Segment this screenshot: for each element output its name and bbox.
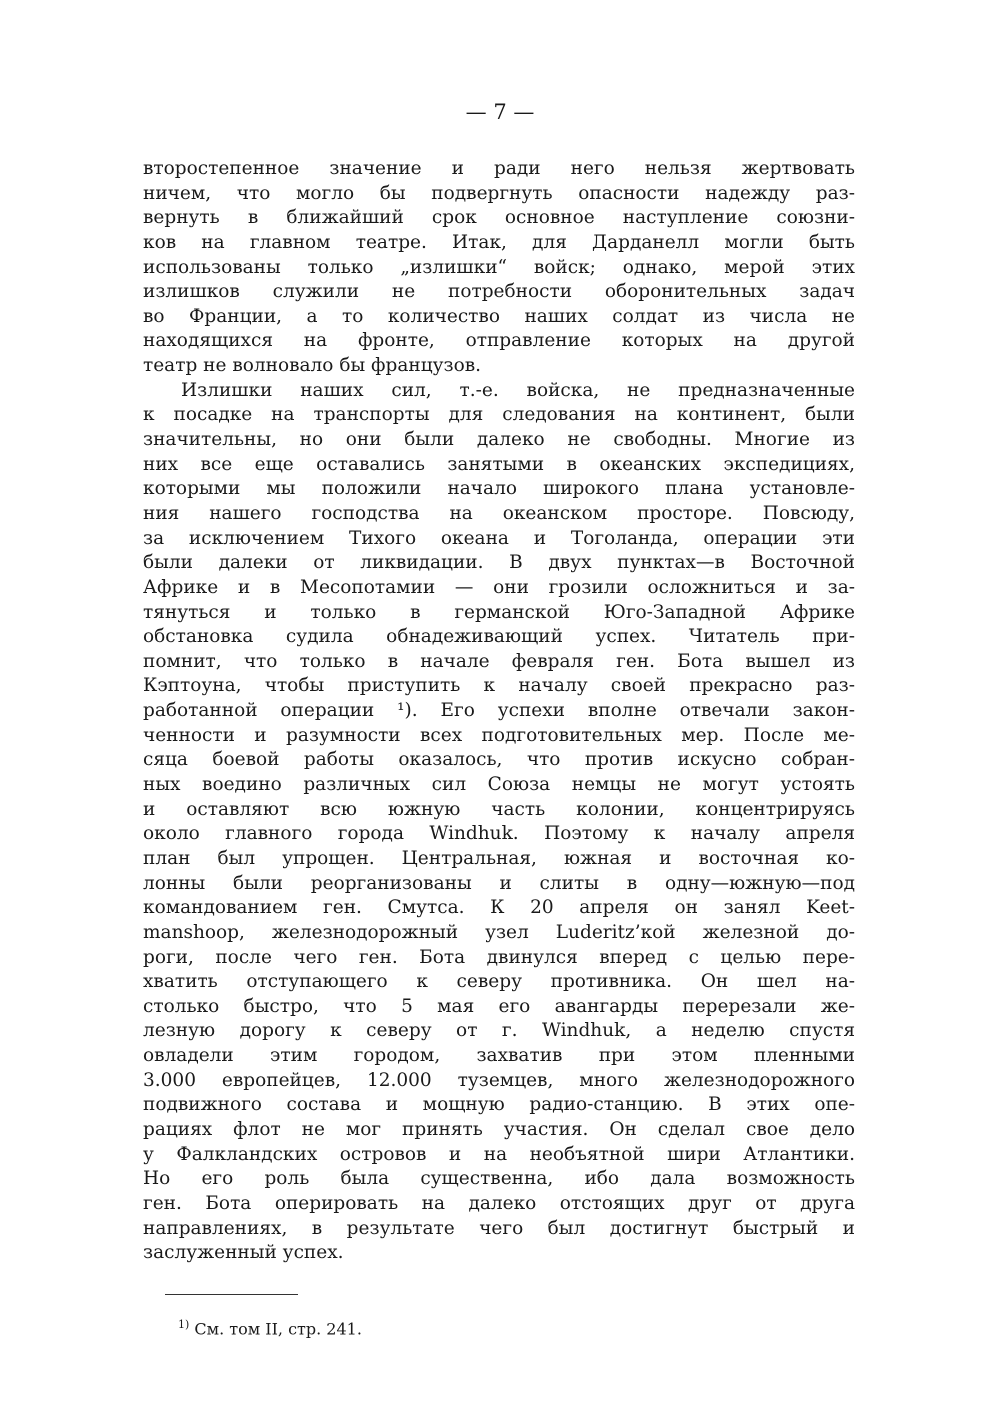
text-line: ченности и разумности всех подготовительных мер. После ме- [143, 724, 855, 746]
text-line: которыми мы положили начало широкого плана установле- [143, 478, 855, 500]
footnote [178, 1318, 362, 1338]
text-line: около главного города Windhuk. Поэтому к началу апреля [143, 823, 855, 845]
text-line: сяца боевой работы оказалось, что против искусно собран- [143, 749, 855, 771]
text-line: лезную дорогу к северу от г. Windhuk, а неделю спустя [143, 1020, 855, 1042]
text-line: к посадке на транспорты для следования на континент, были [143, 404, 855, 426]
text-line: роги, после чего ген. Бота двинулся вперед с целью пере- [143, 946, 855, 968]
text-line: командованием ген. Смутса. К 20 апреля он занял Keet- [143, 897, 855, 919]
text-line: Африке и в Месопотамии — они грозили осложниться и за- [143, 576, 855, 598]
text-line: них все еще оставались занятыми в океанских экспедициях, [143, 453, 855, 475]
text-line: Излишки наших сил, т.-е. войска, не предназначенные [181, 379, 855, 401]
text-line: хватить отступающего к северу противника. Он шел на- [143, 971, 855, 993]
text-line: использованы только „излишки“ войск; однако, мерой этих [143, 256, 855, 278]
footnote-text: См. том II, стр. 241. [194, 1319, 362, 1339]
text-line: вернуть в ближайший срок основное наступление союзни- [143, 207, 855, 229]
text-line: были далеки от ликвидации. В двух пунктах—в Восточной [143, 552, 855, 574]
footnote-marker: 1) [178, 1318, 190, 1331]
text-line: рациях флот не мог принять участия. Он сделал свое дело [143, 1118, 855, 1140]
text-line: овладели этим городом, захватив при этом пленными [143, 1045, 855, 1067]
text-line: излишков служили не потребности оборонительных задач [143, 281, 855, 303]
text-line: Кэптоуна, чтобы приступить к началу своей прекрасно раз- [143, 675, 855, 697]
text-line: за исключением Тихого океана и Тоголанда, операции эти [143, 527, 855, 549]
text-line: тянуться и только в германской Юго-Западной Африке [143, 601, 855, 623]
text-line: театр не волновало бы французов. [143, 355, 482, 377]
text-line: находящихся на фронте, отправление которых на другой [143, 330, 855, 352]
text-line: столько быстро, что 5 мая его авангарды перерезали же- [143, 995, 855, 1017]
page-body [143, 157, 855, 1266]
text-line: и оставляют всю южную часть колонии, концентрируясь [143, 798, 855, 820]
text-line: значительны, но они были далеко не свободны. Многие из [143, 429, 855, 451]
text-line: работанной операции ¹). Его успехи вполне отвечали закон- [143, 700, 855, 722]
text-line: подвижного состава и мощную радио-станцию. В этих опе- [143, 1094, 855, 1116]
paragraph-1 [143, 157, 855, 379]
text-line: у Фалкландских островов и на необъятной шири Атлантики. [143, 1143, 855, 1165]
text-line: помнит, что только в начале февраля ген. Бота вышел из [143, 650, 855, 672]
text-line: Но его роль была существенна, ибо дала возможность [143, 1168, 855, 1190]
text-line: ничем, что могло бы подвергнуть опасности надежду раз- [143, 182, 855, 204]
text-line: заслуженный успех. [143, 1242, 344, 1264]
text-line: ных воедино различных сил Союза немцы не могут устоять [143, 774, 855, 796]
footnote-separator [165, 1294, 298, 1295]
text-line: ков на главном театре. Итак, для Дарданелл могли быть [143, 231, 855, 253]
text-line: ния нашего господства на океанском просторе. Повсюду, [143, 502, 855, 524]
text-line: план был упрощен. Центральная, южная и восточная ко- [143, 847, 855, 869]
paragraph-2 [143, 379, 855, 1266]
text-line: направлениях, в результате чего был достигнут быстрый и [143, 1217, 855, 1239]
text-line: 3.000 европейцев, 12.000 туземцев, много железнодорожного [143, 1069, 855, 1091]
text-line: во Франции, а то количество наших солдат из числа не [143, 305, 855, 327]
text-line: лонны были реорганизованы и слиты в одну—южную—под [143, 872, 855, 894]
text-line: обстановка судила обнадеживающий успех. Читатель при- [143, 626, 855, 648]
text-line: ген. Бота оперировать на далеко отстоящих друг от друга [143, 1192, 855, 1214]
text-line: второстепенное значение и ради него нельзя жертвовать [143, 158, 855, 179]
page-number: — 7 — [465, 100, 535, 124]
text-line: manshoop, железнодорожный узел Luderitz’кой железной до- [143, 921, 855, 943]
